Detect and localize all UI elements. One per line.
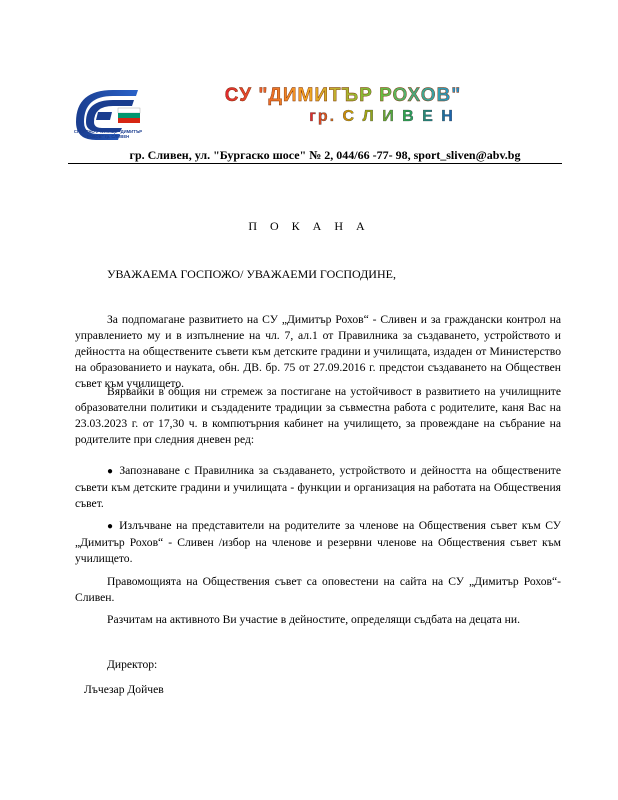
school-emblem-icon <box>68 82 148 152</box>
school-name-text: СУ "ДИМИТЪР РОХОВ" <box>224 85 462 106</box>
agenda-item-2 <box>75 518 561 567</box>
bullet-icon: ● <box>107 521 115 532</box>
agenda-item-1-text: Запознаване с Правилника за създаването, устройството и дейността на обществените съвети към детските градини и училищата - функции и организация на работата на Обществения съвет. <box>75 464 561 510</box>
agenda-item-1 <box>75 463 561 512</box>
school-name <box>198 82 488 106</box>
director-label: Директор: <box>107 658 158 671</box>
city-name <box>282 104 482 126</box>
paragraph-intro: За подпомагане развитието на СУ „Димитър Рохов“ - Сливен и за граждански контрол на управлението му и в изпълнение на чл. 7, ал.1 от Правилника за създаването, устройството и дейността на обществените съвети към детските градини и училищата, издаден от Министерство на образованието и науката, обн. ДВ. бр. 75 от 27.09.2016 г. предстои създаването на Обществен съвет към училището. <box>75 313 561 390</box>
document-title: П О К А Н А <box>248 219 370 233</box>
paragraph-invitation: Вярвайки в общия ни стремеж за постигане на устойчивост в развитието на училищните образователни политики и създадените традиции за съвместна работа с родителите, каня Вас на 23.03.2023 г. от 17,30 ч. в компютърния кабинет на училището, за провеждане на събрание на родителите при следния дневен ред: <box>75 385 561 446</box>
school-address: гр. Сливен, ул. "Бургаско шосе" № 2, 044/66 -77- 98, sport_sliven@abv.bg <box>129 148 521 162</box>
director-name: Лъчезар Дойчев <box>84 683 164 696</box>
salutation: УВАЖАЕМА ГОСПОЖО/ УВАЖАЕМИ ГОСПОДИНЕ, <box>107 267 396 281</box>
bullet-icon: ● <box>107 466 115 477</box>
paragraph-closing: Разчитам на активното Ви участие в дейностите, определящи съдбата на децата ни. <box>107 613 520 626</box>
paragraph-powers: Правомощията на Обществения съвет са оповестени на сайта на СУ „Димитър Рохов“- Сливен. <box>75 575 561 604</box>
header-divider <box>68 163 562 164</box>
city-name-text: гр. С Л И В Е Н <box>309 108 455 125</box>
logo-caption: СПОРТНО УЧИЛИЩЕ "ДИМИТЪР РОХОВ" гр. СЛИВЕН <box>73 129 143 139</box>
agenda-item-2-text: Излъчване на представители на родителите за членове на Обществения съвет към СУ „Димитър Рохов“ - Сливен /избор на членове и резервни членове на Обществения съвет към училището. <box>75 519 561 565</box>
